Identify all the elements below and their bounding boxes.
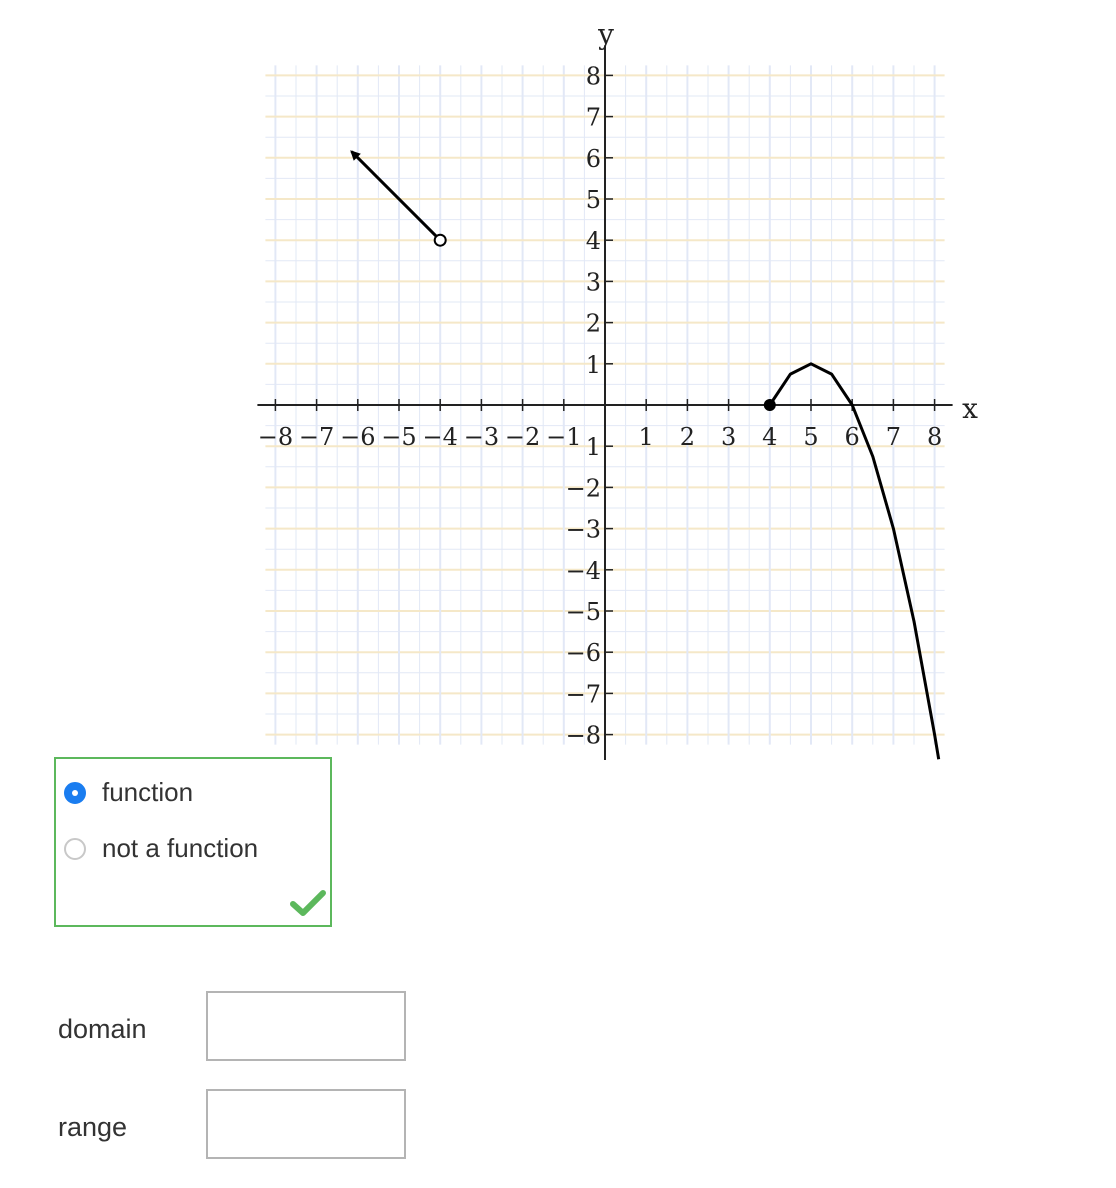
x-tick-label: 4 xyxy=(762,423,778,451)
x-axis-label: x xyxy=(962,392,978,425)
choice-not-a-function[interactable] xyxy=(64,833,258,864)
y-tick-label: 4 xyxy=(585,227,601,256)
ray-segment xyxy=(352,152,441,241)
domain-label: domain xyxy=(58,1014,147,1044)
y-tick-label: −3 xyxy=(565,515,601,544)
y-tick-label: −4 xyxy=(565,556,601,585)
x-tick-label: −8 xyxy=(257,423,294,451)
y-tick-label: 1 xyxy=(585,433,601,462)
range-label: range xyxy=(58,1112,128,1142)
open-endpoint xyxy=(435,235,446,246)
x-tick-label: 6 xyxy=(844,423,860,451)
y-tick-label: 2 xyxy=(585,309,601,338)
y-tick-label: 6 xyxy=(585,144,601,173)
y-tick-label: −5 xyxy=(565,598,601,626)
range-input[interactable] xyxy=(206,1089,406,1159)
function-choice-group xyxy=(54,757,332,927)
x-tick-label: 5 xyxy=(803,423,819,451)
not-a-function-radio[interactable] xyxy=(64,838,86,860)
x-tick-label: −2 xyxy=(504,423,541,451)
domain-input[interactable] xyxy=(206,991,406,1061)
y-tick-label: −8 xyxy=(565,721,601,750)
y-tick-label: 5 xyxy=(585,186,601,214)
x-tick-label: −3 xyxy=(463,423,500,451)
checkmark-icon xyxy=(290,889,326,917)
closed-endpoint xyxy=(764,399,776,411)
y-tick-label: −2 xyxy=(565,474,601,503)
y-tick-label: 3 xyxy=(585,268,601,297)
x-tick-label: 3 xyxy=(720,423,737,451)
function-radio[interactable] xyxy=(64,782,86,804)
x-tick-label: 1 xyxy=(638,423,654,451)
x-tick-label: 8 xyxy=(926,423,943,451)
x-tick-label: 7 xyxy=(885,423,902,451)
x-tick-label: −7 xyxy=(298,423,335,451)
y-tick-label: −7 xyxy=(565,680,601,709)
y-tick-label: −6 xyxy=(565,639,601,668)
choice-function[interactable] xyxy=(64,777,193,808)
y-tick-label: 8 xyxy=(585,62,601,91)
x-tick-label: −4 xyxy=(422,423,458,451)
y-axis-label: y xyxy=(598,18,614,51)
y-tick-label: 7 xyxy=(585,103,601,132)
not-a-function-label: not a function xyxy=(102,833,259,863)
function-label: function xyxy=(102,777,194,807)
x-tick-label: 2 xyxy=(679,423,696,451)
y-tick-label: 1 xyxy=(585,350,601,379)
x-tick-label: −1 xyxy=(546,423,582,451)
x-tick-label: −6 xyxy=(340,423,376,451)
x-tick-label: −5 xyxy=(381,423,417,451)
